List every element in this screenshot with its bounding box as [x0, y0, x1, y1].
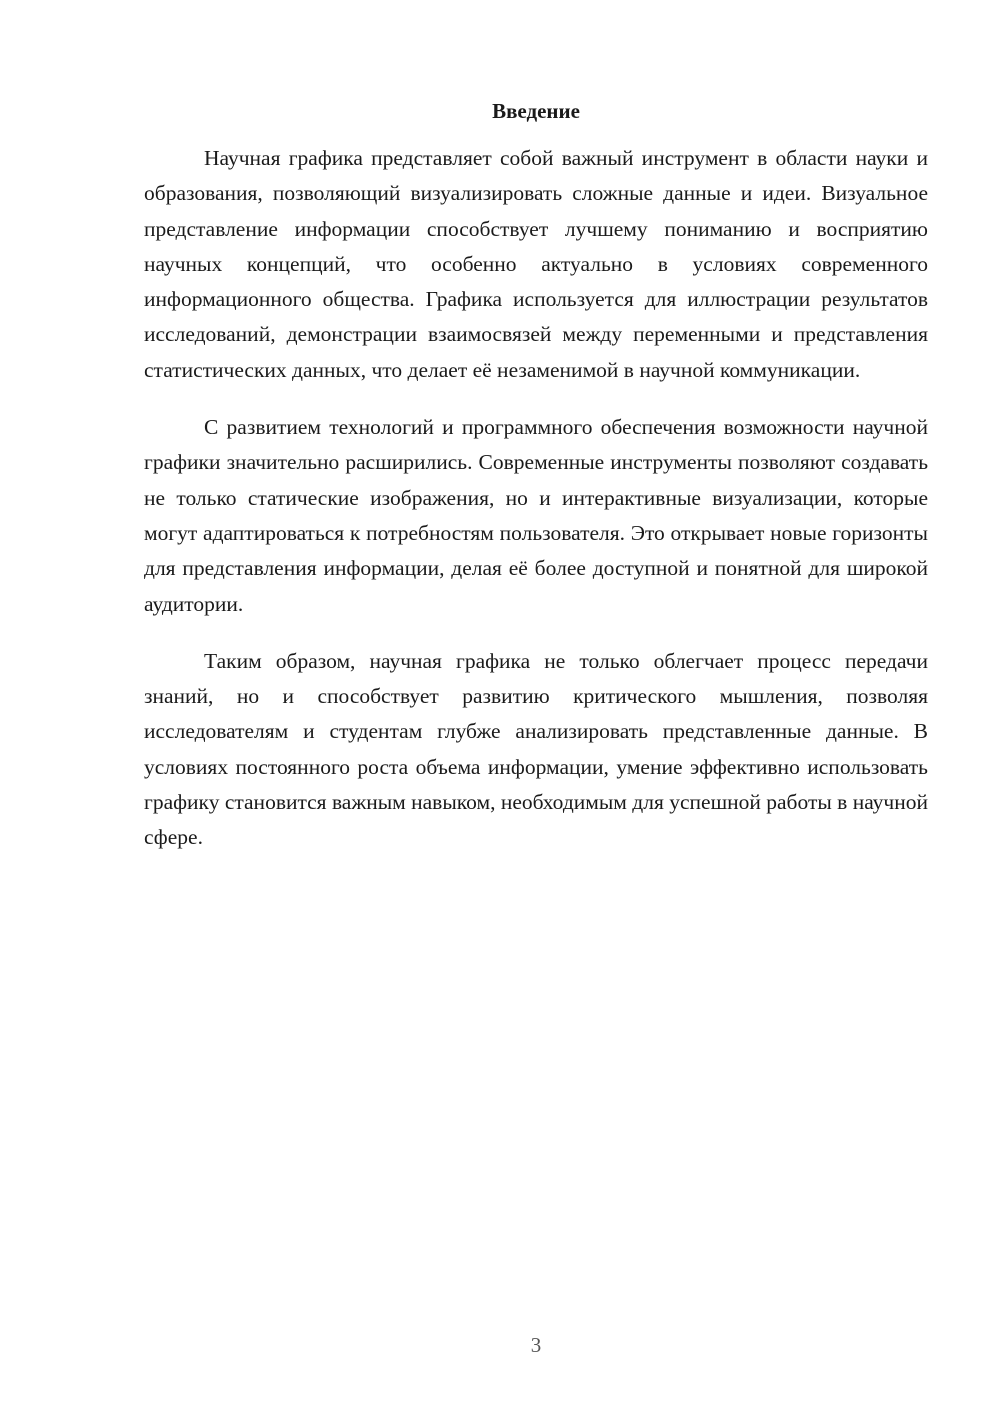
paragraph-2: С развитием технологий и программного обеспечения возможности научной графики значительно расширились. Современные инструменты позволяют создавать не только статические изображения, но и интерактивные визуализации, которые могут адаптироваться к потребностям пользователя. Это открывает новые горизонты для представления информации, делая её более доступной и понятной для широкой аудитории. [144, 415, 928, 616]
paragraph-3: Таким образом, научная графика не только облегчает процесс передачи знаний, но и способствует развитию критического мышления, позволяя исследователям и студентам глубже анализировать представленные данные. В условиях постоянного роста объема информации, умение эффективно использовать графику становится важным навыком, необходимым для успешной работы в научной сфере. [144, 648, 928, 850]
paragraph-1: Научная графика представляет собой важный инструмент в области науки и образования, позволяющий визуализировать сложные данные и идеи. Визуальное представление информации способствует лучшему пониманию и восприятию научных концепций, что особенно актуально в условиях современного информационного общества. Графика используется для иллюстрации результатов исследований, демонстрации взаимосвязей между переменными и представления статистических данных, что делает её незаменимой в научной коммуникации. [144, 146, 928, 382]
section-heading: Введение [492, 99, 580, 123]
page-number: 3 [530, 1333, 542, 1357]
body-text [144, 141, 928, 878]
